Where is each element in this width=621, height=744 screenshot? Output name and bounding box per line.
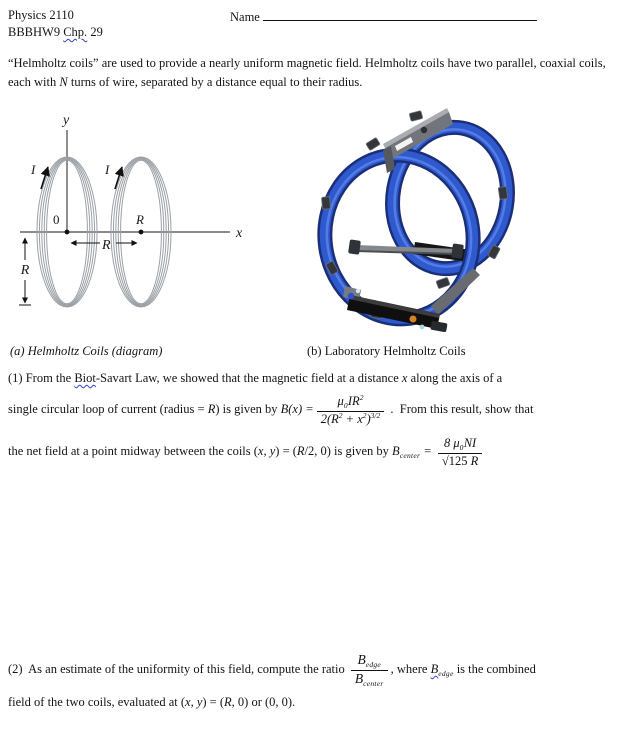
- formula-bx-numerator: $\mu_0IR^2$: [337, 393, 364, 411]
- caption-a: [10, 344, 162, 359]
- question-1: [8, 368, 621, 472]
- q1-text: (1) From the: [8, 371, 75, 385]
- separation-label: R: [102, 238, 111, 253]
- name-blank-line: [263, 7, 537, 21]
- header-left: [8, 7, 103, 41]
- formula-bcenter-denominator: √125 R: [438, 453, 482, 468]
- q1-text: /2, 0) is given by: [304, 444, 393, 458]
- intro-text-pre: “Helmholtz coils” are used to provide a nearly uniform magnetic field. Helmholtz coils have two parallel, coaxial coils, each with: [8, 56, 609, 89]
- assignment-post: 29: [87, 25, 103, 39]
- formula-bx-fraction: [317, 394, 385, 425]
- q1-text: ) = (: [275, 444, 297, 458]
- q1-var-x: x: [401, 371, 408, 385]
- y-axis-label: y: [63, 113, 70, 128]
- q1-text: along the axis of a: [407, 371, 503, 385]
- q1-text: the net field at a point midway between the coils (: [8, 444, 258, 458]
- q2-text: ) = (: [202, 695, 225, 709]
- q1-text: -Savart Law, we showed that the magnetic field at a distance: [95, 371, 402, 385]
- question-2: [8, 646, 621, 712]
- blue-knob: [348, 293, 354, 299]
- intro-paragraph: [8, 54, 610, 92]
- helmholtz-photo-figure: [303, 100, 528, 345]
- q1-var-xy: x, y: [257, 444, 276, 458]
- caption-b: [307, 344, 466, 359]
- q1-line-2: [8, 388, 621, 430]
- current-label-left: I: [31, 162, 36, 177]
- q1-line-3: [8, 430, 621, 472]
- q2-var-r: R: [224, 695, 232, 709]
- q1-text: ) is given by: [215, 402, 281, 416]
- course-title: [8, 7, 103, 24]
- right-center-dot: [139, 230, 144, 235]
- q2-text: (2) As an estimate of the uniformity of this field, compute the ratio: [8, 662, 348, 676]
- q2-text: , 0) or (0, 0).: [231, 695, 296, 709]
- q2-line-2: [8, 692, 621, 712]
- q2-text: field of the two coils, evaluated at (: [8, 695, 186, 709]
- q2-var-xy: x, y: [185, 695, 203, 709]
- q1-biot-spellcheck: Biot: [74, 371, 96, 385]
- ratio-denominator: $B_{center}$: [351, 670, 388, 688]
- light-blue-foot: [420, 325, 425, 330]
- formula-bx-lhs: B(x) =: [280, 402, 314, 416]
- origin-label: 0: [53, 212, 60, 227]
- helmholtz-diagram-figure: [10, 108, 282, 340]
- radius-label: R: [20, 263, 30, 278]
- q2-text: , where: [390, 662, 431, 676]
- current-label-right: I: [105, 162, 110, 177]
- q2-bedge-spellcheck: $B_{edge}$: [430, 662, 454, 678]
- intro-text-post: turns of wire, separated by a distance equal to their radius.: [67, 75, 363, 89]
- origin-dot: [65, 230, 70, 235]
- q1-var-r: R: [207, 402, 216, 416]
- formula-bx-denominator: $2(R^2 + x^2)^{3/2}$: [317, 411, 385, 426]
- name-field-row: [230, 7, 537, 25]
- q2-line-1: [8, 646, 621, 692]
- assignment-title: [8, 24, 103, 41]
- ratio-numerator: $B_{edge}$: [357, 652, 382, 670]
- course-title-text: Physics 2110: [8, 8, 74, 22]
- caption-b-text: (b) Laboratory Helmholtz Coils: [307, 344, 466, 358]
- name-label: Name: [230, 10, 260, 24]
- right-center-label: R: [136, 212, 144, 227]
- ratio-fraction: [351, 652, 388, 688]
- formula-bcenter-lhs: $B_{center}$ =: [392, 444, 435, 460]
- formula-bcenter-fraction: [438, 436, 482, 467]
- assignment-pre: BBBHW9: [8, 25, 64, 39]
- q1-text: single circular loop of current (radius =: [8, 402, 208, 416]
- assignment-chp-spellcheck: Chp.: [63, 25, 88, 39]
- q1-text: . From this result, show that: [387, 402, 534, 416]
- orange-knob: [410, 316, 417, 323]
- q1-var-r2: R: [296, 444, 305, 458]
- formula-bcenter-numerator: 8 $\mu_0NI$: [444, 436, 477, 453]
- caption-a-text: (a) Helmholtz Coils (diagram): [10, 344, 163, 358]
- q2-text: is the combined: [453, 662, 536, 676]
- intro-var-n: N: [59, 75, 68, 89]
- x-axis-label: x: [236, 226, 243, 241]
- q1-line-1: [8, 368, 621, 388]
